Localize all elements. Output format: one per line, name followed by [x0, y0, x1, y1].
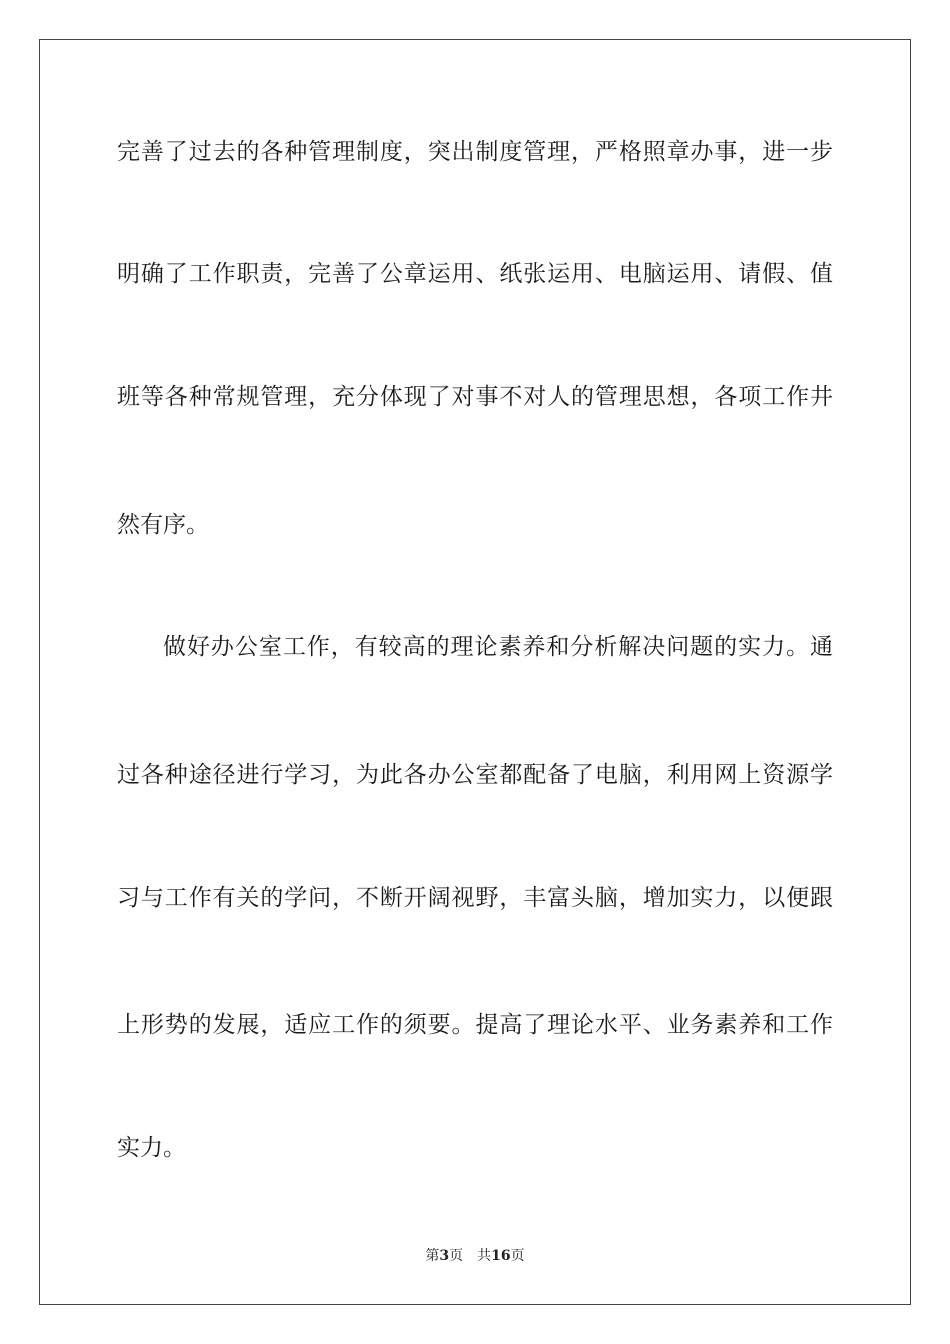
total-label-prefix: 共 — [477, 1248, 492, 1264]
page-label-prefix: 第 — [425, 1248, 440, 1264]
paragraph-2-line-3: 习与工作有关的学问，不断开阔视野，丰富头脑，增加实力，以便跟 — [117, 885, 833, 911]
total-label-suffix: 页 — [510, 1248, 525, 1264]
paragraph-1-line-3: 班等各种常规管理，充分体现了对事不对人的管理思想，各项工作井 — [117, 384, 833, 410]
paragraph-1-line-4: 然有序。 — [117, 512, 209, 538]
page-border — [39, 39, 911, 1305]
page-footer — [0, 1247, 950, 1265]
paragraph-1-line-1: 完善了过去的各种管理制度，突出制度管理，严格照章办事，进一步 — [117, 139, 833, 165]
paragraph-2-line-5: 实力。 — [117, 1135, 186, 1161]
paragraph-2-line-1: 做好办公室工作，有较高的理论素养和分析解决问题的实力。通 — [163, 634, 833, 660]
total-page-count: 16 — [491, 1248, 511, 1264]
paragraph-2-line-2: 过各种途径进行学习，为此各办公室都配备了电脑，利用网上资源学 — [117, 762, 833, 788]
current-page-number: 3 — [439, 1248, 450, 1264]
paragraph-2-line-4: 上形势的发展，适应工作的须要。提高了理论水平、业务素养和工作 — [117, 1012, 833, 1038]
paragraph-1-line-2: 明确了工作职责，完善了公章运用、纸张运用、电脑运用、请假、值 — [117, 261, 833, 287]
page-label-suffix: 页 — [449, 1248, 464, 1264]
